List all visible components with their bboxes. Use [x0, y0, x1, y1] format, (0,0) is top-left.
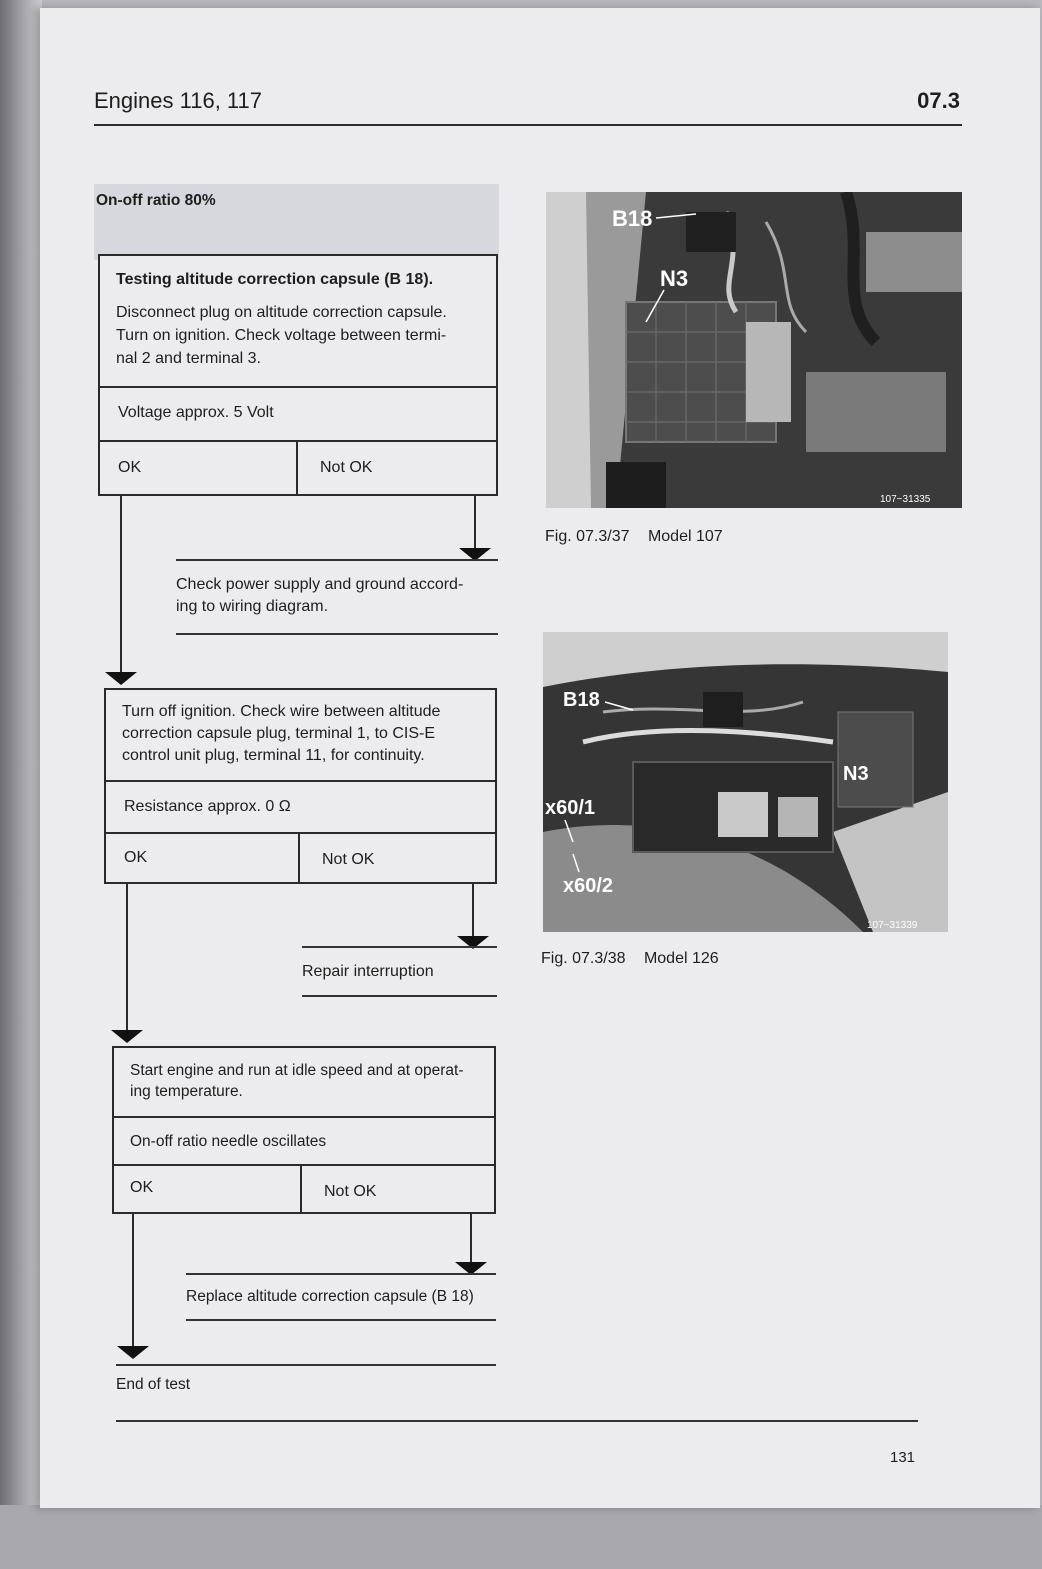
- fig2-number: Fig. 07.3/38: [541, 950, 626, 967]
- manual-page: [40, 8, 1040, 1508]
- block1-split: [296, 440, 298, 496]
- fig1-number: Fig. 07.3/37: [545, 528, 630, 545]
- block2-divider-1: [104, 780, 497, 782]
- block1-instruction-line2: Turn on ignition. Check voltage between termi-: [116, 327, 447, 344]
- figure-2-photo: [543, 632, 948, 932]
- block3-remedy-rule-top: [186, 1273, 496, 1275]
- fig2-photo-code: 107−31339: [867, 920, 918, 931]
- fig2-caption: [541, 950, 719, 968]
- block2-spec: Resistance approx. 0 Ω: [124, 798, 291, 815]
- block3-ok-arrow-icon: [117, 1346, 149, 1359]
- block3-divider-1: [112, 1116, 496, 1118]
- block1-not-ok: Not OK: [320, 459, 373, 476]
- block2-instruction-line1: Turn off ignition. Check wire between altitude: [122, 703, 441, 720]
- block2-ok: OK: [124, 849, 148, 866]
- block2-remedy: Repair interruption: [302, 963, 434, 980]
- fig1-model: Model 107: [647, 528, 723, 545]
- fig1-label-b18: B18: [612, 206, 653, 231]
- block2-remedy-rule-bottom: [302, 995, 497, 997]
- block3-not-ok: Not OK: [324, 1183, 377, 1200]
- fig2-label-x60-2: x60/2: [563, 875, 614, 897]
- block2-instruction-line2: correction capsule plug, terminal 1, to CIS-E: [122, 725, 436, 742]
- block1-remedy-rule-bottom: [176, 633, 498, 635]
- figure-1-photo: [546, 192, 962, 508]
- background-surface: [0, 1505, 1042, 1569]
- block3-notok-connector: [470, 1212, 472, 1264]
- block1-ok-arrow-icon: [105, 672, 137, 685]
- page-header-section: 07.3: [917, 88, 960, 113]
- fig2-model: Model 126: [643, 950, 719, 967]
- header-rule: [94, 124, 962, 126]
- block3-spec: On-off ratio needle oscillates: [130, 1133, 327, 1150]
- block2-not-ok: Not OK: [322, 851, 375, 868]
- block2-split: [298, 832, 300, 884]
- block3-split: [300, 1164, 302, 1214]
- footer-rule: [116, 1420, 918, 1422]
- block3-instruction-line2: ing temperature.: [130, 1083, 243, 1100]
- page-header-title: Engines 116, 117: [94, 88, 262, 113]
- block3-remedy-rule-bottom: [186, 1319, 496, 1321]
- fig2-label-b18: B18: [563, 689, 600, 711]
- block3-ok-connector: [132, 1212, 134, 1348]
- fig2-label-x60-1: x60/1: [545, 797, 596, 819]
- engine-bay-photo-107: [546, 192, 962, 508]
- block2-instruction-line3: control unit plug, terminal 11, for continuity.: [122, 747, 425, 764]
- block1-remedy-line1: Check power supply and ground accord-: [176, 576, 464, 593]
- block1-ok-connector: [120, 494, 122, 674]
- block1-instruction-line3: nal 2 and terminal 3.: [116, 350, 261, 367]
- fig1-photo-code: 107−31335: [880, 494, 931, 505]
- block3-divider-2: [112, 1164, 496, 1166]
- block3-instruction-line1: Start engine and run at idle speed and at operat-: [130, 1062, 464, 1079]
- block1-divider-2: [98, 440, 498, 442]
- block2-divider-2: [104, 832, 497, 834]
- engine-bay-photo-126: [543, 632, 948, 932]
- fig1-label-n3: N3: [660, 266, 689, 291]
- block1-spec: Voltage approx. 5 Volt: [118, 404, 274, 421]
- end-rule: [116, 1364, 496, 1366]
- block1-title: Testing altitude correction capsule (B 18).: [116, 271, 434, 288]
- block1-instruction-line1: Disconnect plug on altitude correction capsule.: [116, 304, 447, 321]
- block3-ok: OK: [130, 1179, 154, 1196]
- block1-divider-1: [98, 386, 498, 388]
- block1-remedy-line2: ing to wiring diagram.: [176, 598, 329, 615]
- end-of-test: End of test: [116, 1376, 191, 1393]
- block1-ok: OK: [118, 459, 142, 476]
- block1-notok-connector: [474, 494, 476, 550]
- block2-remedy-rule-top: [302, 946, 497, 948]
- block2-notok-connector: [472, 882, 474, 938]
- block1-remedy-rule-top: [176, 559, 498, 561]
- block2-ok-arrow-icon: [111, 1030, 143, 1043]
- fig1-caption: [545, 528, 723, 546]
- book-binding: [0, 0, 42, 1569]
- block2-ok-connector: [126, 882, 128, 1032]
- fig2-label-n3: N3: [843, 763, 869, 785]
- block3-remedy: Replace altitude correction capsule (B 18): [186, 1288, 474, 1305]
- on-off-ratio-label: On-off ratio 80%: [96, 192, 216, 209]
- page-number: 131: [890, 1449, 916, 1466]
